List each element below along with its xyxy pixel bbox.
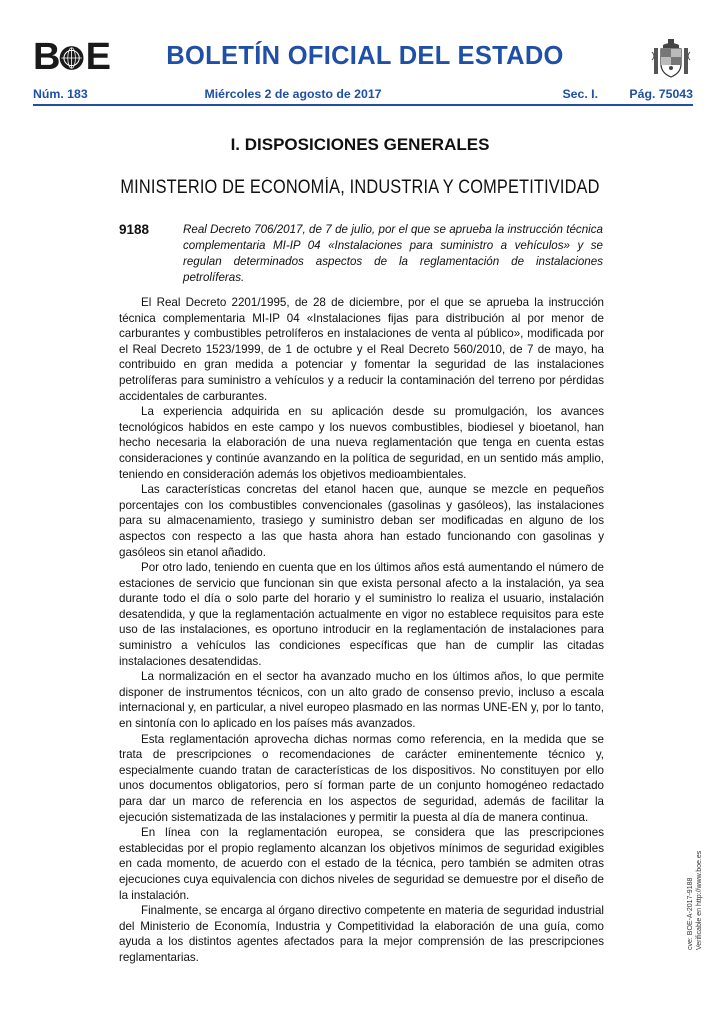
paragraph: En línea con la reglamentación europea, se considera que las prescripciones establecidas por el propio reglamento alcanzan los objetivos mínimos de seguridad exigibles en cada momento, de acuerdo con el estado de la técnica, pero también se admiten otras ejecuciones cuya equivalencia con dichos niveles de seguridad se demuestre por el diseño de la instalación. (119, 826, 604, 902)
section-label: Sec. I. (562, 87, 598, 101)
boe-logo-letter-b: B (33, 36, 59, 78)
gazette-title: BOLETÍN OFICIAL DEL ESTADO (166, 42, 564, 70)
ministry-heading: MINISTERIO DE ECONOMÍA, INDUSTRIA Y COMPETITIVIDAD (120, 177, 600, 198)
paragraph: Finalmente, se encarga al órgano directivo competente en materia de seguridad industrial del Ministerio de Economía, Industria y Competitividad la elaboración de una guía, como ayuda a los distintos agentes afectados para la mejor comprensión de las prescripciones reglamentarias. (119, 904, 604, 964)
issue-meta-bar (33, 84, 693, 106)
coat-of-arms-icon (650, 38, 692, 80)
boe-logo-globe-icon (58, 42, 85, 74)
boe-logo (33, 36, 109, 78)
verification-note (686, 851, 704, 950)
issue-date: Miércoles 2 de agosto de 2017 (204, 87, 382, 101)
paragraph: Esta reglamentación aprovecha dichas normas como referencia, en la medida que se trata de prescripciones o recomendaciones de carácter eminentemente técnico y, especialmente cuando tratan de características de los dispositivos. No constituyen por ello unos documentos obligatorios, pero sí forman parte de un conjunto homogéneo redactado para dar un marco de referencia en los aspectos de seguridad, además de facilitar la ejecución sistematizada de las instalaciones y permitir la puesta al día de manera continua. (119, 732, 604, 824)
issue-number: Núm. 183 (33, 87, 88, 101)
page-number: Pág. 75043 (629, 87, 693, 101)
section-heading: I. DISPOSICIONES GENERALES (230, 135, 490, 154)
paragraph: El Real Decreto 2201/1995, de 28 de diciembre, por el que se aprueba la instrucción técnica complementaria MI-IP 04 «Instalaciones fijas para distribución al por menor de carburantes y combustibles petrolíferos en instalaciones de venta al público», modificada por el Real Decreto 1523/1999, de 1 de octubre y el Real Decreto 560/2010, de 7 de mayo, ha contribuido en gran medida a potenciar y fomentar la seguridad de las instalaciones petrolíferas para suministro a vehículos y a reducir la contaminación del terreno por pérdidas accidentales de carburantes. (119, 296, 604, 403)
boe-logo-letter-e: E (85, 36, 109, 78)
paragraph: Las características concretas del etanol hacen que, aunque se mezcle en pequeños porcentajes con los combustibles convencionales (gasolinas y gasóleos), las instalaciones para su almacenamiento, trasiego y suministro deban ser modificadas en alguno de los aspectos con respecto a las que hasta ahora han estado funcionando con gasolinas y gasóleos sin etanol añadido. (119, 483, 604, 559)
reference-title: Real Decreto 706/2017, de 7 de julio, por el que se aprueba la instrucción técnica complementaria MI-IP 04 «Instalaciones para suministro a vehículos» y se regulan determinados aspectos de la reglamentación de instalaciones petrolíferas. (183, 223, 603, 284)
document-body (119, 295, 604, 966)
paragraph: Por otro lado, teniendo en cuenta que en los últimos años está aumentando el número de estaciones de servicio que funcionan sin que exista personal afecto a la instalación, ya sea durante todo el día o solo parte del horario y el suministro lo realiza el usuario, instalación desatendida, y que la reglamentación actualmente en vigor no establece requisitos para este uso de las instalaciones, es oportuno introducir en la reglamentación de instalaciones para suministro a vehículos las condiciones específicas que han de cumplir las citadas instalaciones desatendidas. (119, 561, 604, 668)
reference-number: 9188 (119, 222, 150, 237)
paragraph: La normalización en el sector ha avanzado mucho en los últimos años, lo que permite disponer de instrumentos técnicos, con un alto grado de consenso previo, incluso a escala internacional y, en particular, a nivel europeo plasmado en las normas UNE-EN y, por lo tanto, en sintonía con lo aplicado en los países más avanzados. (119, 670, 604, 731)
verification-url: Verificable en http://www.boe.es (696, 850, 703, 950)
paragraph: La experiencia adquirida en su aplicación desde su promulgación, los avances tecnológicos habidos en este campo y los nuevos combustibles, biodiesel y bioetanol, han hecho necesaria la elaboración de una nueva reglamentación que tenga en cuenta estas consideraciones y continúe avanzando en la política de seguridad, en un sentido más amplio, teniendo en consideración además los objetivos medioambientales. (119, 405, 604, 481)
cve-code: cve: BOE-A-2017-9188 (687, 877, 694, 950)
